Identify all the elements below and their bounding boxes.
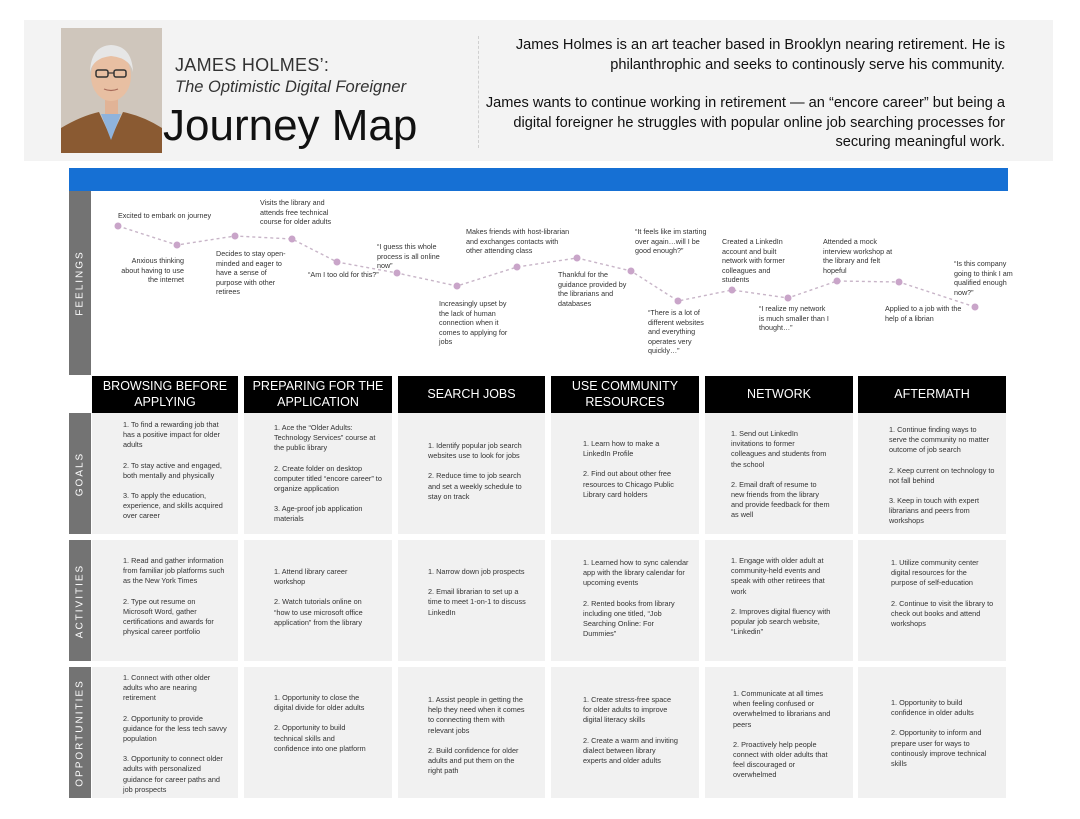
activity-cell <box>705 540 853 661</box>
opportunity-cell <box>244 667 392 798</box>
activity-list <box>583 558 689 639</box>
opportunity-item: 1. Communicate at all times when feeling confused or overwhelmed to librarians and peers <box>733 689 831 729</box>
feeling-point <box>514 264 521 271</box>
activity-list <box>891 558 995 629</box>
opportunity-item: 1. Connect with other older adults who are nearing retirement <box>123 673 211 703</box>
goal-item: 1. Continue finding ways to serve the community no matter outcome of job search <box>889 425 990 455</box>
opportunity-list <box>274 693 372 754</box>
persona-subtitle: The Optimistic Digital Foreigner <box>175 78 407 96</box>
opportunity-list <box>123 673 231 795</box>
opportunity-item: 2. Build confidence for older adults and put them on the right path <box>428 745 519 776</box>
goal-item: 3. Keep in touch with expert librarians and peers from workshops <box>889 496 980 526</box>
stage-header: SEARCH JOBS <box>398 376 545 413</box>
activity-item: 1. Utilize community center digital resources for the purpose of self-education <box>891 558 979 588</box>
activity-item: 1. Engage with older adult at community-held events and speak with other retirees that work <box>731 556 825 596</box>
header-divider <box>478 36 479 148</box>
goal-item: 3. To apply the education, experience, and skills acquired over career <box>123 491 223 521</box>
goal-cell <box>92 413 238 534</box>
goal-item: 2. To stay active and engaged, both mentally and physically <box>123 460 222 480</box>
opportunity-item: 2. Create a warm and inviting dialect between library experts and older adults <box>583 735 678 766</box>
opportunity-list <box>428 695 526 776</box>
activity-item: 2. Continue to visit the library to check out books and attend workshops <box>891 598 994 629</box>
activity-list <box>274 567 378 628</box>
activity-cell <box>398 540 545 661</box>
feeling-note: “Is this company going to think I am qualified enough now?” <box>954 259 1013 297</box>
opportunity-list <box>733 689 833 781</box>
feeling-point <box>972 304 979 311</box>
goal-item: 2. Create folder on desktop computer titled “encore career” to organize application <box>274 463 382 494</box>
feeling-point <box>454 283 461 290</box>
goal-item: 1. Identify popular job search websites use to look for jobs <box>428 441 522 461</box>
feeling-point <box>115 223 122 230</box>
opportunity-item: 1. Opportunity to build confidence in older adults <box>891 698 974 718</box>
activity-item: 2. Email librarian to set up a time to meet 1-on-1 to discuss LinkedIn <box>428 587 526 617</box>
feeling-note: Thankful for the guidance provided by the librarians and databases <box>558 270 627 308</box>
opportunity-item: 2. Opportunity to provide guidance for the less tech savvy population <box>123 713 227 744</box>
feeling-note: Increasingly upset by the lack of human connection when it comes to applying for jobs <box>439 299 508 347</box>
activity-list <box>731 556 831 637</box>
feeling-note: Makes friends with host-librarian and exchanges contacts with other attending class <box>466 227 570 256</box>
feeling-point <box>574 255 581 262</box>
summary-paragraph-2: James wants to continue working in retirement — an “encore career” but being a digital foreigner he struggles with popular online job searching processes for securing meaningful work. <box>485 95 1005 150</box>
goal-item: 2. Email draft of resume to new friends from the library and provide feedback for them as well <box>731 479 830 520</box>
opportunity-cell <box>705 667 853 798</box>
opportunity-item: 3. Opportunity to connect older adults with personalized guidance for career paths and job prospects <box>123 754 223 794</box>
row-label-goals <box>69 413 91 534</box>
feeling-note: “I guess this whole process is all online now” <box>377 242 440 271</box>
row-label-feelings <box>69 191 91 375</box>
opportunity-list <box>583 695 681 766</box>
feeling-point <box>834 278 841 285</box>
activity-item: 2. Type out resume on Microsoft Word, gather certifications and awards for physical career portfolio <box>123 596 214 637</box>
activity-item: 2. Improves digital fluency with popular job search website, “Linkedin” <box>731 606 831 637</box>
row-label-text: GOALS <box>74 451 86 496</box>
stage-header: BROWSING BEFORE APPLYING <box>92 376 238 413</box>
goal-cell <box>551 413 699 534</box>
row-label-text: FEELINGS <box>74 250 86 316</box>
opportunity-item: 1. Opportunity to close the digital divide for older adults <box>274 693 365 713</box>
page-title: Journey Map <box>163 101 418 150</box>
row-label-text: ACTIVITIES <box>74 563 86 638</box>
goal-list <box>428 441 528 502</box>
feeling-note: “There is a lot of different websites and everything operates very quickly…” <box>648 308 704 356</box>
activity-list <box>428 567 528 618</box>
stage-header: PREPARING FOR THE APPLICATION <box>244 376 392 413</box>
feeling-point <box>729 287 736 294</box>
opportunity-item: 2. Proactively help people connect with older adults that feel discouraged or overwhelmed <box>733 739 828 780</box>
summary-paragraph-1: James Holmes is an art teacher based in Brooklyn nearing retirement. He is philanthrophic and seeks to continously serve his community. <box>515 37 1005 73</box>
activity-item: 2. Watch tutorials online on “how to use microsoft office application” from the library <box>274 597 363 627</box>
opportunity-item: 1. Create stress-free space for older adults to improve digital literacy skills <box>583 695 672 725</box>
persona-summary <box>480 36 1005 153</box>
goal-list <box>889 425 995 527</box>
goal-item: 2. Find out about other free resources to Chicago Public Library card holders <box>583 469 674 499</box>
feeling-note: “Am I too old for this?” <box>308 270 379 279</box>
feeling-note: Applied to a job with the help of a librian <box>885 304 962 323</box>
feeling-point <box>785 295 792 302</box>
activity-cell <box>858 540 1006 661</box>
goal-list <box>583 439 687 500</box>
opportunity-cell <box>92 667 238 798</box>
feelings-chart <box>91 191 1080 375</box>
goal-item: 1. Send out LinkedIn invitations to former colleagues and students from the school <box>731 429 827 469</box>
accent-bar <box>69 168 1008 191</box>
goal-list <box>274 423 384 525</box>
stage-header: AFTERMATH <box>858 376 1006 413</box>
activity-item: 1. Learned how to sync calendar app with the library calendar for upcoming events <box>583 558 689 588</box>
feeling-note: “I realize my network is much smaller than I thought…” <box>759 304 829 333</box>
feeling-point <box>289 236 296 243</box>
opportunity-cell <box>551 667 699 798</box>
feeling-note: Anxious thinking about having to use the internet <box>121 256 184 285</box>
goal-item: 2. Reduce time to job search and set a weekly schedule to stay on track <box>428 471 522 501</box>
goal-item: 2. Keep current on technology to not fall behind <box>889 465 995 485</box>
row-label-activities <box>69 540 91 661</box>
activity-cell <box>244 540 392 661</box>
stage-header: NETWORK <box>705 376 853 413</box>
goal-cell <box>705 413 853 534</box>
activity-item: 2. Rented books from library including one titled, “Job Searching Online: For Dummies” <box>583 598 675 639</box>
goal-list <box>731 429 831 521</box>
opportunity-item: 2. Opportunity to build technical skills and confidence into one platform <box>274 723 366 753</box>
feeling-point <box>174 242 181 249</box>
activity-item: 1. Read and gather information from familiar job platforms such as the New York Times <box>123 556 225 586</box>
feeling-point <box>628 268 635 275</box>
activity-item: 1. Attend library career workshop <box>274 567 348 587</box>
feeling-note: Excited to embark on journey <box>118 211 212 220</box>
activity-item: 1. Narrow down job prospects <box>428 567 525 576</box>
feeling-point <box>334 259 341 266</box>
goal-item: 1. To find a rewarding job that has a positive impact for older adults <box>123 420 220 450</box>
goal-item: 3. Age-proof job application materials <box>274 504 363 524</box>
opportunity-cell <box>398 667 545 798</box>
goal-cell <box>398 413 545 534</box>
feeling-note: Attended a mock interview workshop at the library and felt hopeful <box>823 237 893 275</box>
feeling-note: Visits the library and attends free technical course for older adults <box>260 198 332 227</box>
persona-photo <box>61 28 162 153</box>
goal-item: 1. Ace the “Older Adults: Technology Services” course at the public library <box>274 423 376 453</box>
row-label-text: OPPORTUNITIES <box>74 678 86 787</box>
activity-cell <box>551 540 699 661</box>
opportunity-cell <box>858 667 1006 798</box>
goal-cell <box>858 413 1006 534</box>
persona-name: JAMES HOLMES’: <box>175 55 330 75</box>
feeling-note: Decides to stay open-minded and eager to have a sense of purpose with other retirees <box>216 249 286 297</box>
feeling-point <box>675 298 682 305</box>
goal-item: 1. Learn how to make a LinkedIn Profile <box>583 439 660 459</box>
feeling-point <box>232 233 239 240</box>
goal-cell <box>244 413 392 534</box>
feeling-point <box>896 279 903 286</box>
opportunity-item: 1. Assist people in getting the help they need when it comes to connecting them with relevant jobs <box>428 695 525 735</box>
activity-cell <box>92 540 238 661</box>
row-label-opportunities <box>69 667 91 798</box>
feeling-note: “It feels like im starting over again…will I be good enough?” <box>635 227 707 256</box>
activity-list <box>123 556 227 637</box>
stage-header: USE COMMUNITY RESOURCES <box>551 376 699 413</box>
opportunity-item: 2. Opportunity to inform and prepare user for ways to continously improve technical skills <box>891 728 987 769</box>
goal-list <box>123 420 225 522</box>
opportunity-list <box>891 698 991 769</box>
feeling-note: Created a LinkedIn account and built network with former colleagues and students <box>722 237 785 285</box>
